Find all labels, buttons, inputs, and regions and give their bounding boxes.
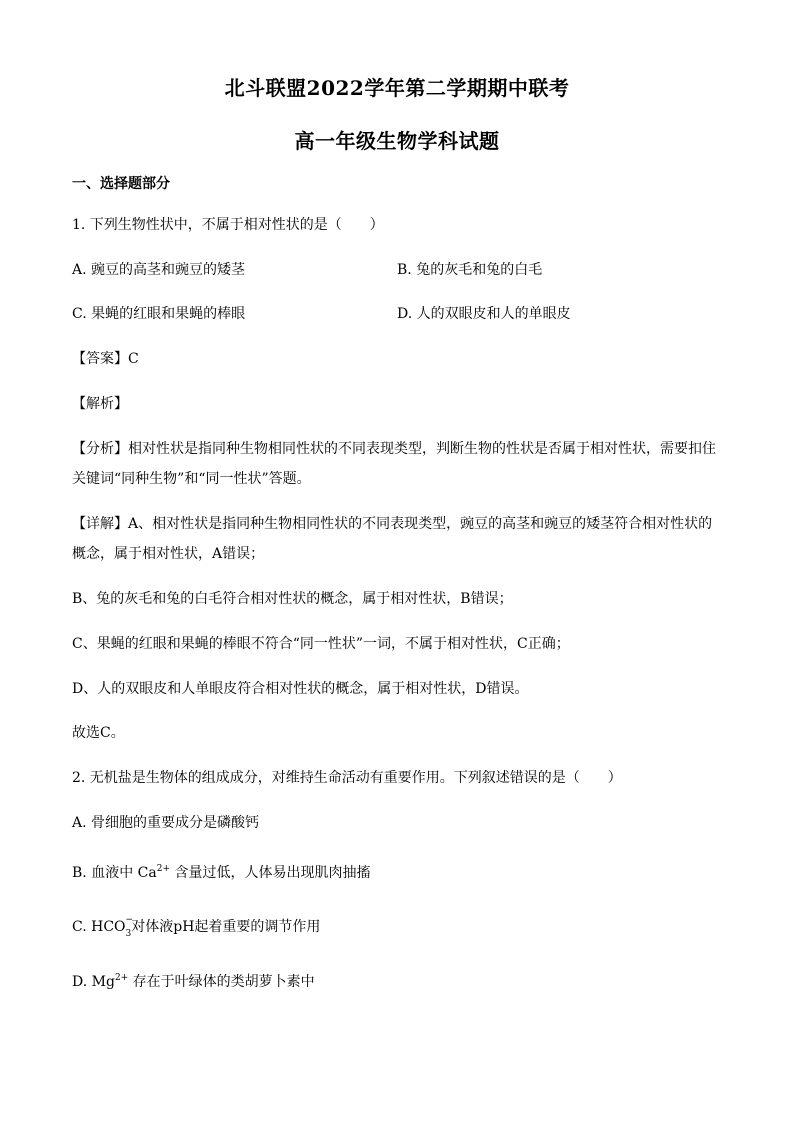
magnesium-ion: $Mg^{2+}$ xyxy=(91,973,129,990)
q1-fenxi-line1 xyxy=(72,440,716,458)
q2-option-b xyxy=(72,864,370,882)
q1-option-b: B. 兔的灰毛和兔的白毛 xyxy=(397,262,543,278)
xiangjie-label: 【详解】 xyxy=(72,516,128,532)
q2-option-d-suffix: 存在于叶绿体的类胡萝卜素中 xyxy=(132,974,315,990)
q1-conclusion: 故选C。 xyxy=(72,725,125,741)
q1-analysis-label: 【解析】 xyxy=(72,396,128,412)
q1-xiangjie-line1 xyxy=(72,515,712,533)
exam-subtitle: 高一年级生物学科试题 xyxy=(294,129,500,153)
bicarbonate-subscript: 3 xyxy=(125,929,132,939)
q1-fenxi-line2: 关键词“同种生物”和“同一性状”答题。 xyxy=(72,471,311,487)
q2-option-a: A. 骨细胞的重要成分是磷酸钙 xyxy=(72,815,260,831)
calcium-charge: 2+ xyxy=(156,864,170,874)
bicarbonate-charge: − xyxy=(125,915,134,925)
q1-option-d: D. 人的双眼皮和人的单眼皮 xyxy=(397,306,571,322)
q2-option-c-prefix: C. xyxy=(72,919,87,935)
section-heading: 一、选择题部分 xyxy=(72,176,170,192)
bicarbonate-ion: HCO − 3 xyxy=(91,919,131,935)
q2-option-b-suffix: 含量过低，人体易出现肌肉抽搐 xyxy=(174,865,371,881)
q2-option-d xyxy=(72,973,315,991)
answer-value: C xyxy=(128,351,139,367)
magnesium-charge: 2+ xyxy=(114,973,129,983)
q2-option-b-prefix: B. 血液中 xyxy=(72,865,134,881)
q1-explain-c: C、果蝇的红眼和果蝇的棒眼不符合“同一性状”一词，不属于相对性状，C正确； xyxy=(72,636,570,652)
fenxi-label: 【分析】 xyxy=(72,441,128,457)
q2-stem: 2. 无机盐是生物体的组成成分，对维持生命活动有重要作用。下列叙述错误的是（ ） xyxy=(72,770,622,786)
calcium-ion: $Ca^{2+}$ xyxy=(137,864,170,881)
exam-title: 北斗联盟2022学年第二学期期中联考 xyxy=(224,76,570,100)
q1-explain-d: D、人的双眼皮和人单眼皮符合相对性状的概念，属于相对性状，D错误。 xyxy=(72,681,529,697)
q1-option-c: C. 果蝇的红眼和果蝇的棒眼 xyxy=(72,306,246,322)
xiangjie-text-1: A、相对性状是指同种生物相同性状的不同表现类型，豌豆的高茎和豌豆的矮茎符合相对性状的 xyxy=(128,516,713,532)
q1-explain-b: B、兔的灰毛和兔的白毛符合相对性状的概念，属于相对性状，B错误； xyxy=(72,591,513,607)
answer-label: 【答案】 xyxy=(72,351,128,367)
q1-stem: 1. 下列生物性状中，不属于相对性状的是（ ） xyxy=(72,217,384,233)
q2-option-c-suffix: 对体液pH起着重要的调节作用 xyxy=(131,919,321,935)
q1-option-a: A. 豌豆的高茎和豌豆的矮茎 xyxy=(72,262,246,278)
q2-option-c xyxy=(72,915,321,939)
fenxi-text-1: 相对性状是指同种生物相同性状的不同表现类型，判断生物的性状是否属于相对性状，需要扣住 xyxy=(128,441,716,457)
q1-answer xyxy=(72,350,139,368)
q1-xiangjie-line2: 概念，属于相对性状，A错误； xyxy=(72,546,265,562)
q2-option-d-prefix: D. xyxy=(72,974,88,990)
